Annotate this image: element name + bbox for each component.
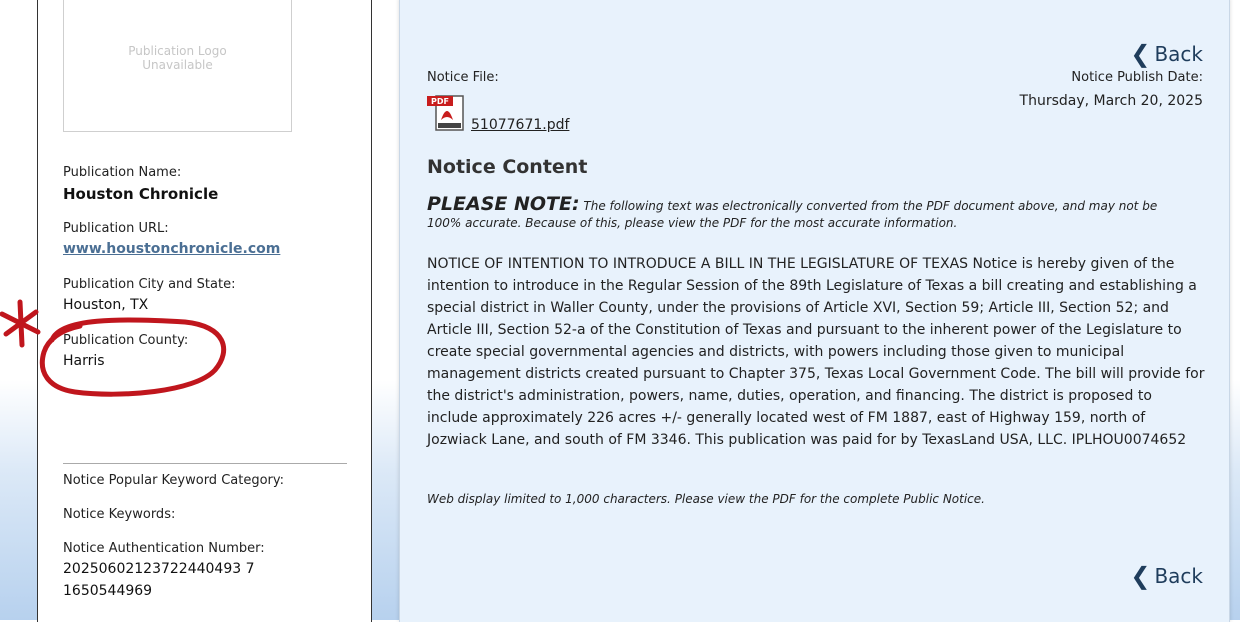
back-label: Back	[1154, 42, 1203, 66]
auth-number-label: Notice Authentication Number:	[63, 541, 265, 556]
back-label: Back	[1154, 564, 1203, 588]
publish-date-label: Notice Publish Date:	[1071, 70, 1203, 85]
county-label: Publication County:	[63, 333, 189, 348]
chevron-left-icon: ❮	[1130, 40, 1151, 68]
pub-name: Houston Chronicle	[63, 185, 219, 203]
publication-logo-placeholder	[63, 0, 292, 132]
pub-name-label: Publication Name:	[63, 165, 182, 180]
keywords-label: Notice Keywords:	[63, 507, 176, 522]
county-value: Harris	[63, 353, 105, 369]
notice-detail-panel	[399, 0, 1230, 622]
pub-url-link[interactable]: www.houstonchronicle.com	[63, 241, 281, 257]
please-note-text: The following text was electronically converted from the PDF document above, and may not be 100% accurate. Because of this, please view the PDF for the most accurate information.	[427, 199, 1158, 230]
notice-body-text: NOTICE OF INTENTION TO INTRODUCE A BILL IN THE LEGISLATURE OF TEXAS Notice is hereby given of the intention to introduce in the Regular Session of the 89th Legislature of Texas a bill creating and establishing a special district in Waller County, under the provisions of Article XVI, Section 59; Article III, Section 52; and Article III, Section 52-a of the Constitution of Texas and pursuant to the inherent power of the Legislature to create special governmental agencies and districts, with powers including those given to municipal management districts created pursuant to Chapter 375, Texas Local Government Code. The bill will provide for the district's administration, powers, name, duties, operation, and financing. The district is proposed to include approximately 226 acres +/- generally located west of FM 1887, east of Highway 159, north of Jozwiack Lane, and south of FM 3346. This publication was paid for by TexasLand USA, LLC. IPLHOU0074652	[427, 256, 1205, 448]
back-link-bottom[interactable]	[1130, 562, 1203, 590]
publication-sidebar	[37, 0, 372, 622]
auth-number-line1: 20250602123722440493 7	[63, 561, 255, 577]
city-label: Publication City and State:	[63, 277, 236, 292]
please-note-heading: PLEASE NOTE:	[427, 193, 580, 215]
publish-date: Thursday, March 20, 2025	[1019, 93, 1203, 109]
pdf-file-link[interactable]: 51077671.pdf	[471, 117, 570, 133]
pub-url-label: Publication URL:	[63, 221, 169, 236]
section-divider	[63, 463, 347, 464]
chevron-left-icon: ❮	[1130, 562, 1151, 590]
asterisk-mark	[2, 302, 38, 345]
pdf-file-icon[interactable]	[427, 94, 465, 132]
please-note	[427, 193, 1187, 232]
city-value: Houston, TX	[63, 297, 149, 313]
logo-unavailable-text: Publication Logo Unavailable	[128, 44, 227, 72]
keyword-category-label: Notice Popular Keyword Category:	[63, 473, 285, 488]
auth-number-line2: 1650544969	[63, 583, 153, 599]
display-limit-disclaimer: Web display limited to 1,000 characters. Please view the PDF for the complete Public Notice.	[427, 492, 985, 506]
pdf-icon-label: PDF	[431, 97, 449, 106]
notice-content-title: Notice Content	[427, 156, 588, 178]
notice-file-label: Notice File:	[427, 70, 499, 85]
back-link-top[interactable]	[1130, 40, 1203, 68]
